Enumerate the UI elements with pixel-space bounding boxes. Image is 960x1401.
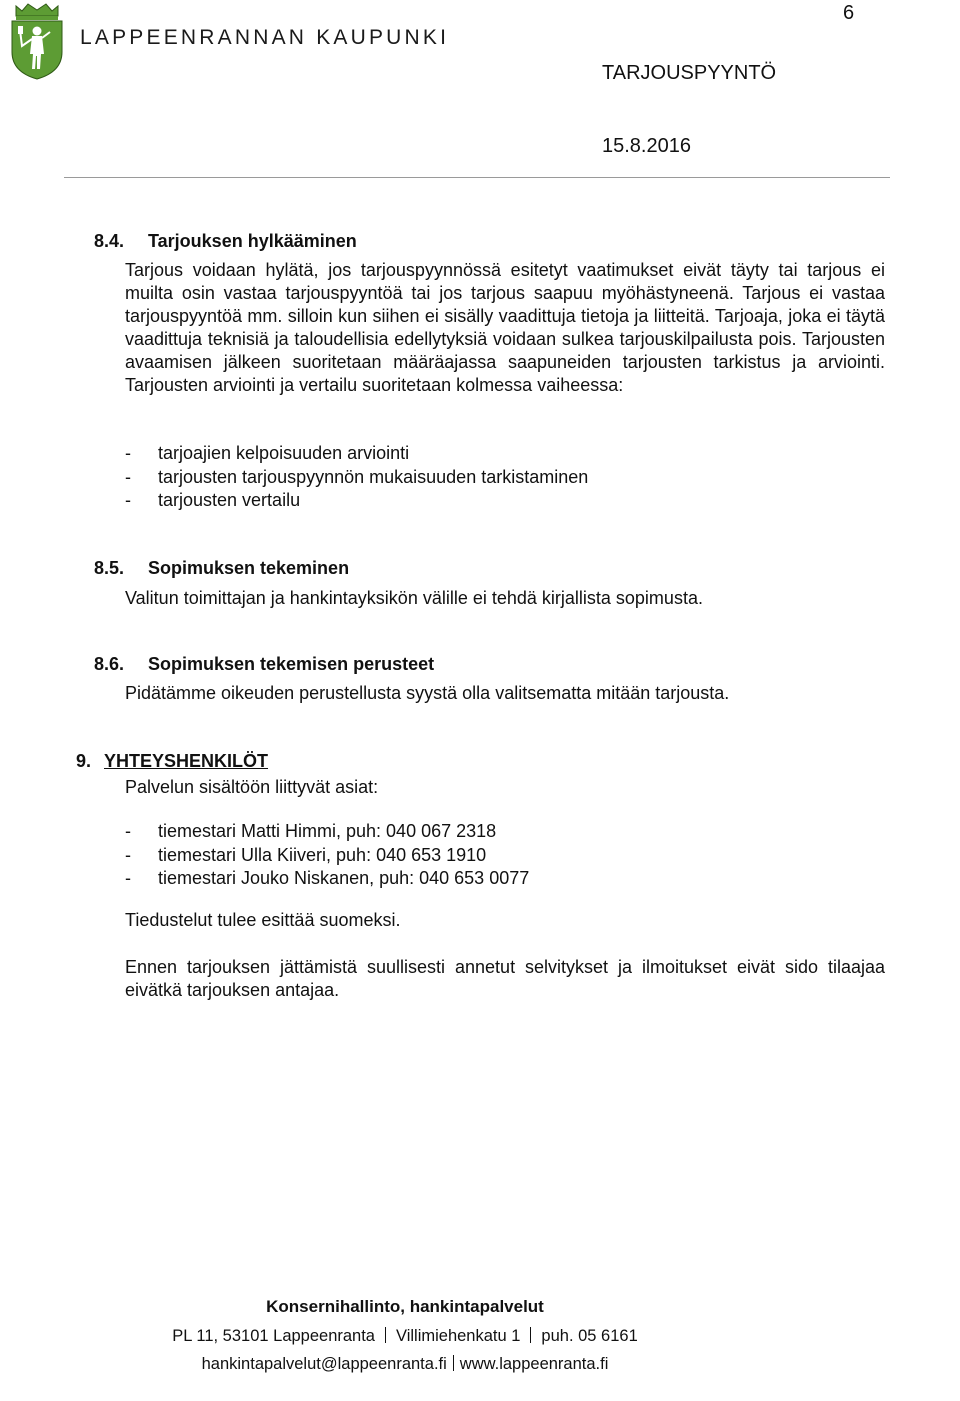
separator (385, 1327, 386, 1343)
section-number: 9. (76, 751, 92, 771)
language-note: Tiedustelut tulee esittää suomeksi. (125, 910, 401, 930)
section-heading-8-5 (94, 558, 349, 579)
footer-contact-line (0, 1327, 810, 1346)
document-title: TARJOUSPYYNTÖ (602, 62, 777, 84)
contact-item: - tiemestari Matti Himmi, puh: 040 067 2318 (125, 820, 529, 844)
section-title: Tarjouksen hylkääminen (148, 231, 357, 251)
footer-department: Konsernihallinto, hankintapalvelut (266, 1297, 544, 1316)
footer-website-link[interactable]: www.lappeenranta.fi (459, 1355, 609, 1373)
section-title: Sopimuksen tekemisen perusteet (148, 654, 435, 674)
list-item: - tarjousten vertailu (125, 489, 588, 513)
section-heading-9 (76, 751, 268, 772)
contact-item: - tiemestari Jouko Niskanen, puh: 040 653 0077 (125, 867, 529, 891)
list-item: - tarjoajien kelpoisuuden arviointi (125, 442, 588, 466)
city-coat-of-arms-logo (8, 2, 66, 80)
section-heading-8-6 (94, 654, 434, 675)
section-number: 8.6. (94, 654, 125, 674)
section-title: Sopimuksen tekeminen (148, 558, 350, 578)
footer-street: Villimiehenkatu 1 (395, 1327, 521, 1345)
footer-phone: puh. 05 6161 (541, 1327, 638, 1345)
section-title: YHTEYSHENKILÖT (104, 751, 269, 771)
organization-name: LAPPEENRANNAN KAUPUNKI (80, 26, 450, 49)
binding-note: Ennen tarjouksen jättämistä suullisesti annetut selvitykset ja ilmoitukset eivät sido tilaajaa eivätkä tarjouksen antajaa. (125, 957, 885, 1000)
section-8-6-paragraph: Pidätämme oikeuden perustellusta syystä olla valitsematta mitään tarjousta. (125, 683, 730, 703)
section-number: 8.5. (94, 558, 125, 578)
section-number: 8.4. (94, 231, 125, 251)
footer-web-line (0, 1355, 810, 1374)
header-divider (64, 177, 890, 178)
evaluation-phases-list (125, 442, 588, 513)
contact-item: - tiemestari Ulla Kiiveri, puh: 040 653 1910 (125, 844, 529, 868)
contacts-list (125, 820, 529, 891)
footer-email-link[interactable]: hankintapalvelut@lappeenranta.fi (201, 1355, 447, 1373)
contacts-intro: Palvelun sisältöön liittyvät asiat: (125, 777, 379, 797)
list-item: - tarjousten tarjouspyynnön mukaisuuden tarkistaminen (125, 466, 588, 490)
footer-address: PL 11, 53101 Lappeenranta (172, 1327, 375, 1345)
separator (530, 1327, 531, 1343)
document-date: 15.8.2016 (602, 135, 691, 157)
page-number: 6 (843, 2, 855, 24)
separator (453, 1355, 454, 1371)
section-8-5-paragraph: Valitun toimittajan ja hankintayksikön välille ei tehdä kirjallista sopimusta. (125, 588, 703, 608)
section-8-4-paragraph: Tarjous voidaan hylätä, jos tarjouspyynnössä esitetyt vaatimukset eivät täyty tai tarjous ei muilta osin vastaa tarjouspyyntöä tai jos tarjous saapuu myöhästyneenä. Tarjous ei vastaa tarjouspyyntöä mm. silloin kun siihen ei sisälly vaadittuja tietoja ja liitteitä. Tarjoaja, joka ei täytä vaadittuja teknisiä ja taloudellisia edellytyksiä voidaan sulkea tarjouskilpailusta pois. Tarjousten avaamisen jälkeen suoritetaan määräajassa saapuneiden tarjousten tarkistus ja arviointi. Tarjousten arviointi ja vertailu suoritetaan kolmessa vaiheessa: (125, 260, 885, 395)
section-heading-8-4 (94, 231, 357, 252)
